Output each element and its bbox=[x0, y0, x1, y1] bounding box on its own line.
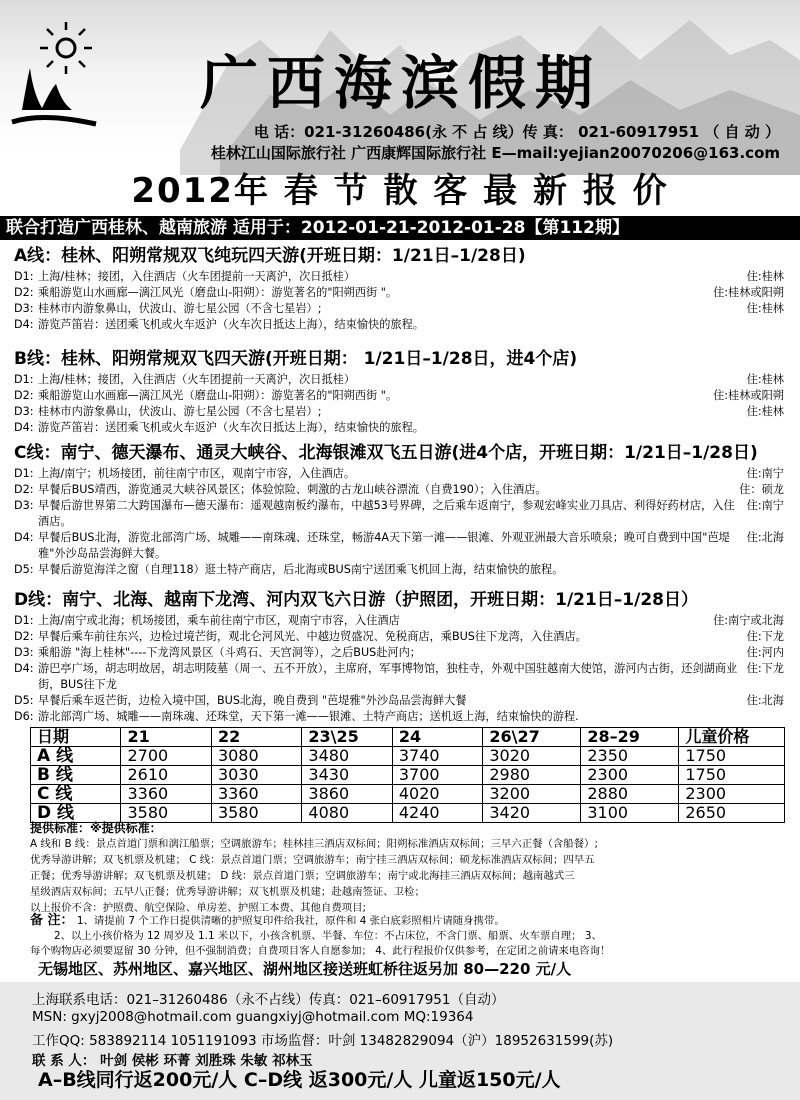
day-label: D1: bbox=[14, 614, 34, 627]
notes-heading: 备 注： bbox=[30, 913, 74, 928]
table-cell: 3580 bbox=[211, 804, 301, 823]
day-text: 桂林市内游象鼻山，伏波山、游七星公园（不含七星岩）; bbox=[38, 405, 322, 418]
itinerary-day bbox=[0, 562, 800, 578]
table-cell: 3430 bbox=[302, 766, 392, 785]
day-stay: 住:南宁或北海 bbox=[713, 614, 784, 627]
headline: 2012年 春 节 散 客 最 新 报 价 bbox=[131, 171, 669, 211]
day-text: 乘船游览山水画廊—漓江风光（磨盘山-阳朔）：游览著名的"阳朔西街 "。 bbox=[38, 286, 398, 299]
itinerary-day bbox=[0, 420, 800, 436]
day-label: D3: bbox=[14, 405, 34, 418]
exclusions-line: 以上报价不含：护照费、航空保险、单房差、护照工本费、其他自费项目; bbox=[30, 902, 366, 914]
table-header-row bbox=[31, 728, 785, 747]
table-cell: 3020 bbox=[483, 747, 581, 766]
table-cell: 4240 bbox=[392, 804, 482, 823]
column-header: 儿童价格 bbox=[679, 728, 785, 747]
row-label: D 线 bbox=[31, 804, 121, 823]
day-text: 游览芦笛岩：送团乘飞机或火车返沪（火车次日抵达上海），结束愉快的旅程。 bbox=[38, 421, 424, 434]
itinerary-day bbox=[0, 372, 800, 388]
day-stay bbox=[778, 317, 784, 333]
itinerary-day bbox=[0, 709, 800, 725]
day-stay: 住:南宁 bbox=[746, 467, 784, 480]
itinerary-day bbox=[0, 661, 800, 693]
day-text: 早餐后游览海洋之窗（自理118）逛土特产商店，后北海或BUS南宁送团乘飞机回上海，结束愉快的旅程。 bbox=[38, 563, 564, 576]
route-b bbox=[0, 346, 800, 436]
itinerary-day bbox=[0, 466, 800, 482]
column-header: 28–29 bbox=[581, 728, 679, 747]
note-line: 2、以上小孩价格为 12 周岁及 1.1 米以下，小孩含机票、半餐、车位：不占床位，不含门票、船票、火车票自理； 3、 bbox=[54, 930, 602, 942]
day-stay: 住:北海 bbox=[746, 531, 784, 544]
day-text: 游巴亭广场，胡志明故居，胡志明陵墓（周一、五不开放），主席府，军事博物馆，独柱寺，外观中国驻越南大使馆，游河内古街，还剑湖商业街，BUS往下龙 bbox=[38, 662, 738, 691]
route-d bbox=[0, 587, 800, 725]
standards-line: 正餐；优秀导游讲解；双飞机票及机建； D 线：景点首道门票；空调旅游车；南宁或北海挂三酒店双标间；越南越式三 bbox=[30, 870, 575, 882]
table-cell: 4020 bbox=[392, 785, 482, 804]
table-cell: 3030 bbox=[211, 766, 301, 785]
column-header: 24 bbox=[392, 728, 482, 747]
table-cell: 2980 bbox=[483, 766, 581, 785]
itinerary-day bbox=[0, 482, 800, 498]
rebate-promo: A–B线同行返200元/人 C–D线 返300元/人 儿童返150元/人 bbox=[38, 1069, 561, 1091]
day-label: D4: bbox=[14, 421, 34, 434]
day-text: 上海/南宁或北海；机场接团，乘车前往南宁市区，观南宁市容，入住酒店 bbox=[38, 614, 400, 627]
day-text: 早餐后BUS靖西，游览通灵大峡谷风景区；体验惊险、刺激的古龙山峡谷漂流（自费190）；入住酒店。 bbox=[38, 483, 547, 496]
table-cell: 2300 bbox=[581, 766, 679, 785]
itinerary-day bbox=[0, 498, 800, 530]
route-a bbox=[0, 243, 800, 333]
table-cell: 3860 bbox=[302, 785, 392, 804]
footer-qq: 工作QQ: 583892114 1051191093 市场监督：叶剑 13482829094（沪）18952631599(苏) bbox=[32, 1033, 614, 1049]
table-cell: 3360 bbox=[211, 785, 301, 804]
day-label: D4: bbox=[14, 318, 34, 331]
header bbox=[0, 0, 800, 215]
itinerary-day bbox=[0, 317, 800, 333]
footer-msn: MSN: gxyj2008@hotmail.com guangxiyj@hotmail.com MQ:19364 bbox=[32, 1009, 474, 1025]
day-stay: 住:南宁 bbox=[746, 499, 784, 512]
table-cell: 3580 bbox=[121, 804, 211, 823]
row-label: B 线 bbox=[31, 766, 121, 785]
itinerary-day bbox=[0, 629, 800, 645]
day-label: D2: bbox=[14, 389, 34, 402]
row-label: C 线 bbox=[31, 785, 121, 804]
table-cell: 3700 bbox=[392, 766, 482, 785]
validity-banner: 联合打造广西桂林、越南旅游 适用于：2012-01-21-2012-01-28【第112期】 bbox=[0, 216, 800, 240]
day-stay bbox=[778, 709, 784, 725]
day-label: D5: bbox=[14, 694, 34, 707]
itinerary-day bbox=[0, 645, 800, 661]
route-title: A线：桂林、阳朔常规双飞纯玩四天游(开班日期：1/21日–1/28日) bbox=[14, 246, 526, 266]
standards-line: A 线和 B 线：景点首道门票和漓江船票；空调旅游车；桂林挂三酒店双标间；阳朔标准酒店双标间；三早六正餐（含船餐）; bbox=[30, 838, 598, 850]
day-stay: 住:桂林 bbox=[746, 302, 784, 315]
route-c bbox=[0, 440, 800, 578]
day-stay: 住：硕龙 bbox=[739, 483, 784, 496]
page-title: 广西海滨假期 bbox=[200, 49, 603, 117]
day-text: 早餐后游世界第二大跨国瀑布—德天瀑布：遥观越南板约瀑布，中越53号界碑，之后乘车返南宁，参观宏峰实业刀具店、利得好药材店，入住酒店。 bbox=[38, 499, 735, 528]
footer-phone: 上海联系电话：021–31260486（永不占线）传真：021–60917951（自动） bbox=[32, 992, 505, 1008]
table-cell: 3080 bbox=[211, 747, 301, 766]
route-title: B线：桂林、阳朔常规双飞四天游(开班日期： 1/21日–1/28日，进4个店) bbox=[14, 349, 578, 369]
table-row bbox=[31, 785, 785, 804]
column-header: 23\25 bbox=[302, 728, 392, 747]
table-cell: 2700 bbox=[121, 747, 211, 766]
day-text: 乘船游 "海上桂林"----下龙湾风景区（斗鸡石、天宫洞等），之后BUS赴河内； bbox=[38, 646, 421, 659]
itinerary-day bbox=[0, 693, 800, 709]
day-text: 上海/桂林；接团，入住酒店（火车团提前一天离沪，次日抵桂） bbox=[38, 270, 356, 283]
day-text: 早餐后乘车前往东兴，边检过境芒街，观北仑河风光、中越边贸盛况、免税商店，乘BUS往下龙湾，入住酒店。 bbox=[38, 630, 587, 643]
day-text: 游览芦笛岩：送团乘飞机或火车返沪（火车次日抵达上海），结束愉快的旅程。 bbox=[38, 318, 424, 331]
notes bbox=[30, 913, 788, 959]
day-label: D4: bbox=[14, 531, 34, 544]
table-cell: 3200 bbox=[483, 785, 581, 804]
day-text: 早餐后乘车返芒街，边检入境中国，BUS北海，晚自费到 "芭堤雅"外沙岛品尝海鲜大餐 bbox=[38, 694, 467, 707]
day-label: D3: bbox=[14, 646, 34, 659]
day-stay: 住:北海 bbox=[746, 694, 784, 707]
day-text: 游北部湾广场、城雕——南珠魂、还珠堂，天下第一滩——银滩、土特产商店；送机返上海，结束愉快的游程. bbox=[38, 710, 579, 723]
table-row bbox=[31, 766, 785, 785]
table-cell: 2880 bbox=[581, 785, 679, 804]
route-title: D线：南宁、北海、越南下龙湾、河内双飞六日游（护照团，开班日期：1/21日–1/28日） bbox=[14, 590, 698, 610]
service-standards bbox=[30, 820, 788, 916]
table-cell: 3360 bbox=[121, 785, 211, 804]
day-stay bbox=[778, 562, 784, 578]
column-header: 21 bbox=[121, 728, 211, 747]
column-header: 日期 bbox=[31, 728, 121, 747]
day-label: D2: bbox=[14, 630, 34, 643]
table-cell: 2300 bbox=[679, 785, 785, 804]
route-title: C线：南宁、德天瀑布、通灵大峡谷、北海银滩双飞五日游(进4个店，开班日期：1/21日–1/28日) bbox=[14, 443, 758, 463]
table-cell: 3420 bbox=[483, 804, 581, 823]
day-label: D3: bbox=[14, 302, 34, 315]
day-text: 早餐后BUS北海，游览北部湾广场、城雕——南珠魂、还珠堂，畅游4A天下第一滩——银滩、外观亚洲最大音乐喷泉；晚可自费到中国"芭堤雅"外沙岛品尝海鲜大餐。 bbox=[38, 531, 730, 560]
itinerary-day bbox=[0, 269, 800, 285]
day-label: D2: bbox=[14, 286, 34, 299]
standards-line: 优秀导游讲解；双飞机票及机建； C 线：景点首道门票；空调旅游车；南宁挂三酒店双标间；硕龙标准酒店双标间；四早五 bbox=[30, 854, 595, 866]
note-line: 每个购物店必须要逗留 30 分钟，但不强制消费；自费项目客人自愿参加； 4、此行程报价仅供参考，在定团之前请来电咨询！ bbox=[30, 945, 611, 957]
table-row bbox=[31, 747, 785, 766]
day-label: D5: bbox=[14, 563, 34, 576]
agency-email-line: 桂林江山国际旅行社 广西康辉国际旅行社 E—mail:yejian20070206@163.com bbox=[210, 144, 780, 162]
itinerary-day bbox=[0, 388, 800, 404]
day-stay: 住:桂林或阳朔 bbox=[713, 389, 784, 402]
row-label: A 线 bbox=[31, 747, 121, 766]
table-cell: 1750 bbox=[679, 747, 785, 766]
day-text: 桂林市内游象鼻山，伏波山、游七星公园（不含七星岩）; bbox=[38, 302, 322, 315]
table-cell: 3100 bbox=[581, 804, 679, 823]
column-header: 22 bbox=[211, 728, 301, 747]
column-header: 26\27 bbox=[483, 728, 581, 747]
itinerary-day bbox=[0, 613, 800, 629]
day-text: 乘船游览山水画廊—漓江风光（磨盘山-阳朔）：游览著名的"阳朔西街 "。 bbox=[38, 389, 398, 402]
table-cell: 2350 bbox=[581, 747, 679, 766]
day-label: D6: bbox=[14, 710, 34, 723]
standards-heading: 提供标准：※提供标准： bbox=[30, 821, 162, 835]
day-stay: 住:下龙 bbox=[746, 630, 784, 643]
pickup-surcharge: 无锡地区、苏州地区、嘉兴地区、湖州地区接送班虹桥往返另加 80—220 元/人 bbox=[38, 960, 572, 978]
day-stay: 住:河内 bbox=[746, 646, 784, 659]
phone-fax-line: 电 话：021-31260486(永 不 占 线）传 真： 021-60917951 （ 自 动 ） bbox=[253, 123, 780, 141]
day-stay bbox=[778, 420, 784, 436]
itinerary-day bbox=[0, 404, 800, 420]
table-cell: 3740 bbox=[392, 747, 482, 766]
table-cell: 1750 bbox=[679, 766, 785, 785]
day-stay: 住:下龙 bbox=[746, 662, 784, 675]
table-cell: 4080 bbox=[302, 804, 392, 823]
day-text: 上海/南宁；机场接团，前往南宁市区，观南宁市容，入住酒店。 bbox=[38, 467, 356, 480]
day-label: D2: bbox=[14, 483, 34, 496]
sun-mountain-logo-icon bbox=[8, 18, 100, 133]
note-line: 1、请提前 7 个工作日提供清晰的护照复印件给我社，原件和 4 张白底彩照相片请随身携带。 bbox=[76, 915, 505, 927]
table-cell: 3480 bbox=[302, 747, 392, 766]
itinerary-day bbox=[0, 301, 800, 317]
itinerary-day bbox=[0, 530, 800, 562]
day-label: D3: bbox=[14, 499, 34, 512]
day-stay: 住:桂林 bbox=[746, 270, 784, 283]
day-label: D1: bbox=[14, 270, 34, 283]
price-table bbox=[30, 727, 785, 823]
day-stay: 住:桂林 bbox=[746, 373, 784, 386]
day-text: 上海/桂林；接团，入住酒店（火车团提前一天离沪，次日抵桂） bbox=[38, 373, 356, 386]
table-cell: 2610 bbox=[121, 766, 211, 785]
day-label: D4: bbox=[14, 662, 34, 675]
day-stay: 住:桂林 bbox=[746, 405, 784, 418]
itinerary-day bbox=[0, 285, 800, 301]
table-cell: 2650 bbox=[679, 804, 785, 823]
footer-contacts: 联 系 人： 叶剑 侯彬 环菁 刘胜珠 朱敏 祁林玉 bbox=[32, 1053, 313, 1069]
day-label: D1: bbox=[14, 373, 34, 386]
day-stay: 住:桂林或阳朔 bbox=[713, 286, 784, 299]
standards-line: 星级酒店双标间；五早八正餐；优秀导游讲解；双飞机票及机建；赴越南签证、卫检； bbox=[30, 886, 425, 898]
day-label: D1: bbox=[14, 467, 34, 480]
